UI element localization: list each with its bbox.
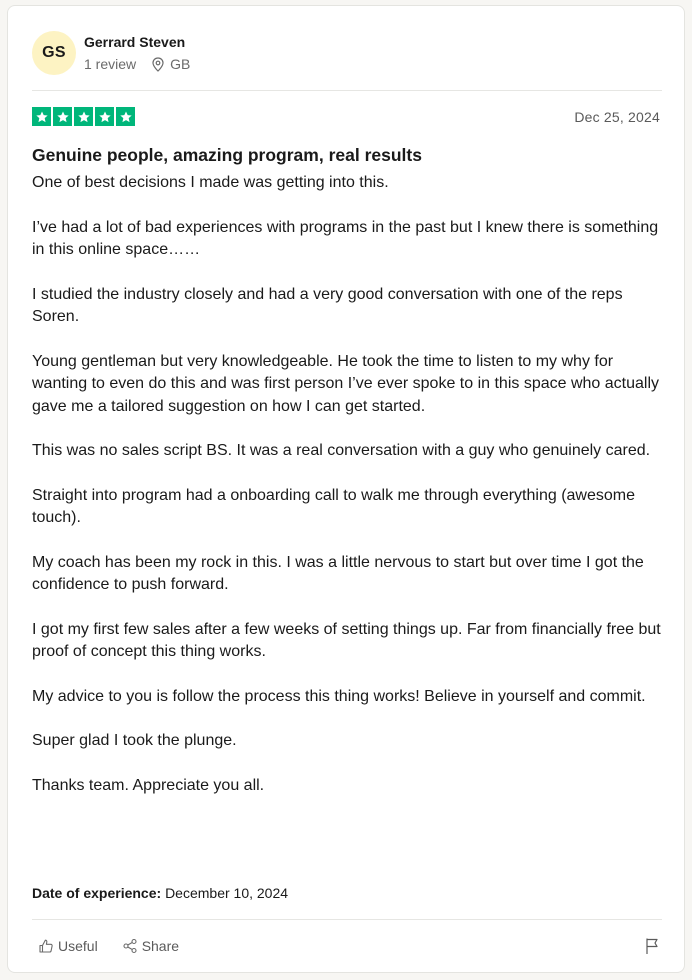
review-title[interactable]: Genuine people, amazing program, real results bbox=[32, 145, 422, 165]
useful-button[interactable] bbox=[32, 936, 104, 956]
review-paragraph: I studied the industry closely and had a very good conversation with one of the reps Soren. bbox=[32, 285, 623, 325]
header-divider bbox=[32, 90, 662, 91]
reviewer-location: GB bbox=[170, 56, 191, 72]
star-icon bbox=[116, 107, 135, 126]
review-paragraph: Young gentleman but very knowledgeable. He took the time to listen to my why for wanting to even do this and was first person I’ve ever spoke to in this space who actually gave me a tailored suggestion on how I can get started. bbox=[32, 352, 660, 415]
useful-label: Useful bbox=[58, 938, 98, 954]
star-icon bbox=[74, 107, 93, 126]
flag-icon bbox=[644, 937, 660, 955]
review-date: Dec 25, 2024 bbox=[574, 109, 660, 125]
footer-divider bbox=[32, 919, 662, 920]
review-paragraph: Super glad I took the plunge. bbox=[32, 732, 237, 749]
share-icon bbox=[122, 938, 142, 954]
experience-label: Date of experience: bbox=[32, 885, 162, 901]
review-paragraph: One of best decisions I made was getting into this. bbox=[32, 174, 389, 191]
date-of-experience bbox=[32, 885, 288, 901]
star-icon bbox=[32, 107, 51, 126]
experience-date: December 10, 2024 bbox=[165, 885, 289, 901]
review-paragraph: My coach has been my rock in this. I was a little nervous to start but over time I got the confidence to push forward. bbox=[32, 553, 644, 593]
review-actions bbox=[32, 936, 662, 956]
review-card bbox=[7, 5, 685, 973]
thumbs-up-icon bbox=[38, 938, 58, 954]
report-button[interactable] bbox=[644, 937, 662, 955]
reviewer-header bbox=[32, 30, 190, 76]
location-pin-icon bbox=[152, 57, 164, 72]
review-count: 1 review bbox=[84, 56, 137, 72]
review-paragraph: Thanks team. Appreciate you all. bbox=[32, 776, 265, 794]
reviewer-sub bbox=[84, 55, 190, 73]
review-body bbox=[32, 172, 662, 819]
reviewer-name[interactable]: Gerrard Steven bbox=[84, 34, 186, 50]
review-paragraph: This was no sales script BS. It was a real conversation with a guy who genuinely cared. bbox=[32, 442, 651, 459]
review-paragraph: My advice to you is follow the process this thing works! Believe in yourself and commit. bbox=[32, 687, 646, 705]
star-icon bbox=[53, 107, 72, 126]
review-paragraph: Straight into program had a onboarding call to walk me through everything (awesome touch). bbox=[32, 486, 635, 526]
avatar[interactable] bbox=[32, 31, 76, 75]
share-button[interactable] bbox=[116, 936, 185, 956]
reviewer-meta bbox=[84, 33, 190, 73]
star-rating bbox=[32, 107, 135, 126]
avatar-initials: GS bbox=[42, 44, 66, 61]
review-paragraph: I got my first few sales after a few weeks of setting things up. Far from financially free but proof of concept this thing works. bbox=[32, 620, 661, 660]
share-label: Share bbox=[141, 938, 180, 954]
review-paragraph: I’ve had a lot of bad experiences with programs in the past but I knew there is something in this online space…… bbox=[32, 218, 659, 258]
star-icon bbox=[95, 107, 114, 126]
